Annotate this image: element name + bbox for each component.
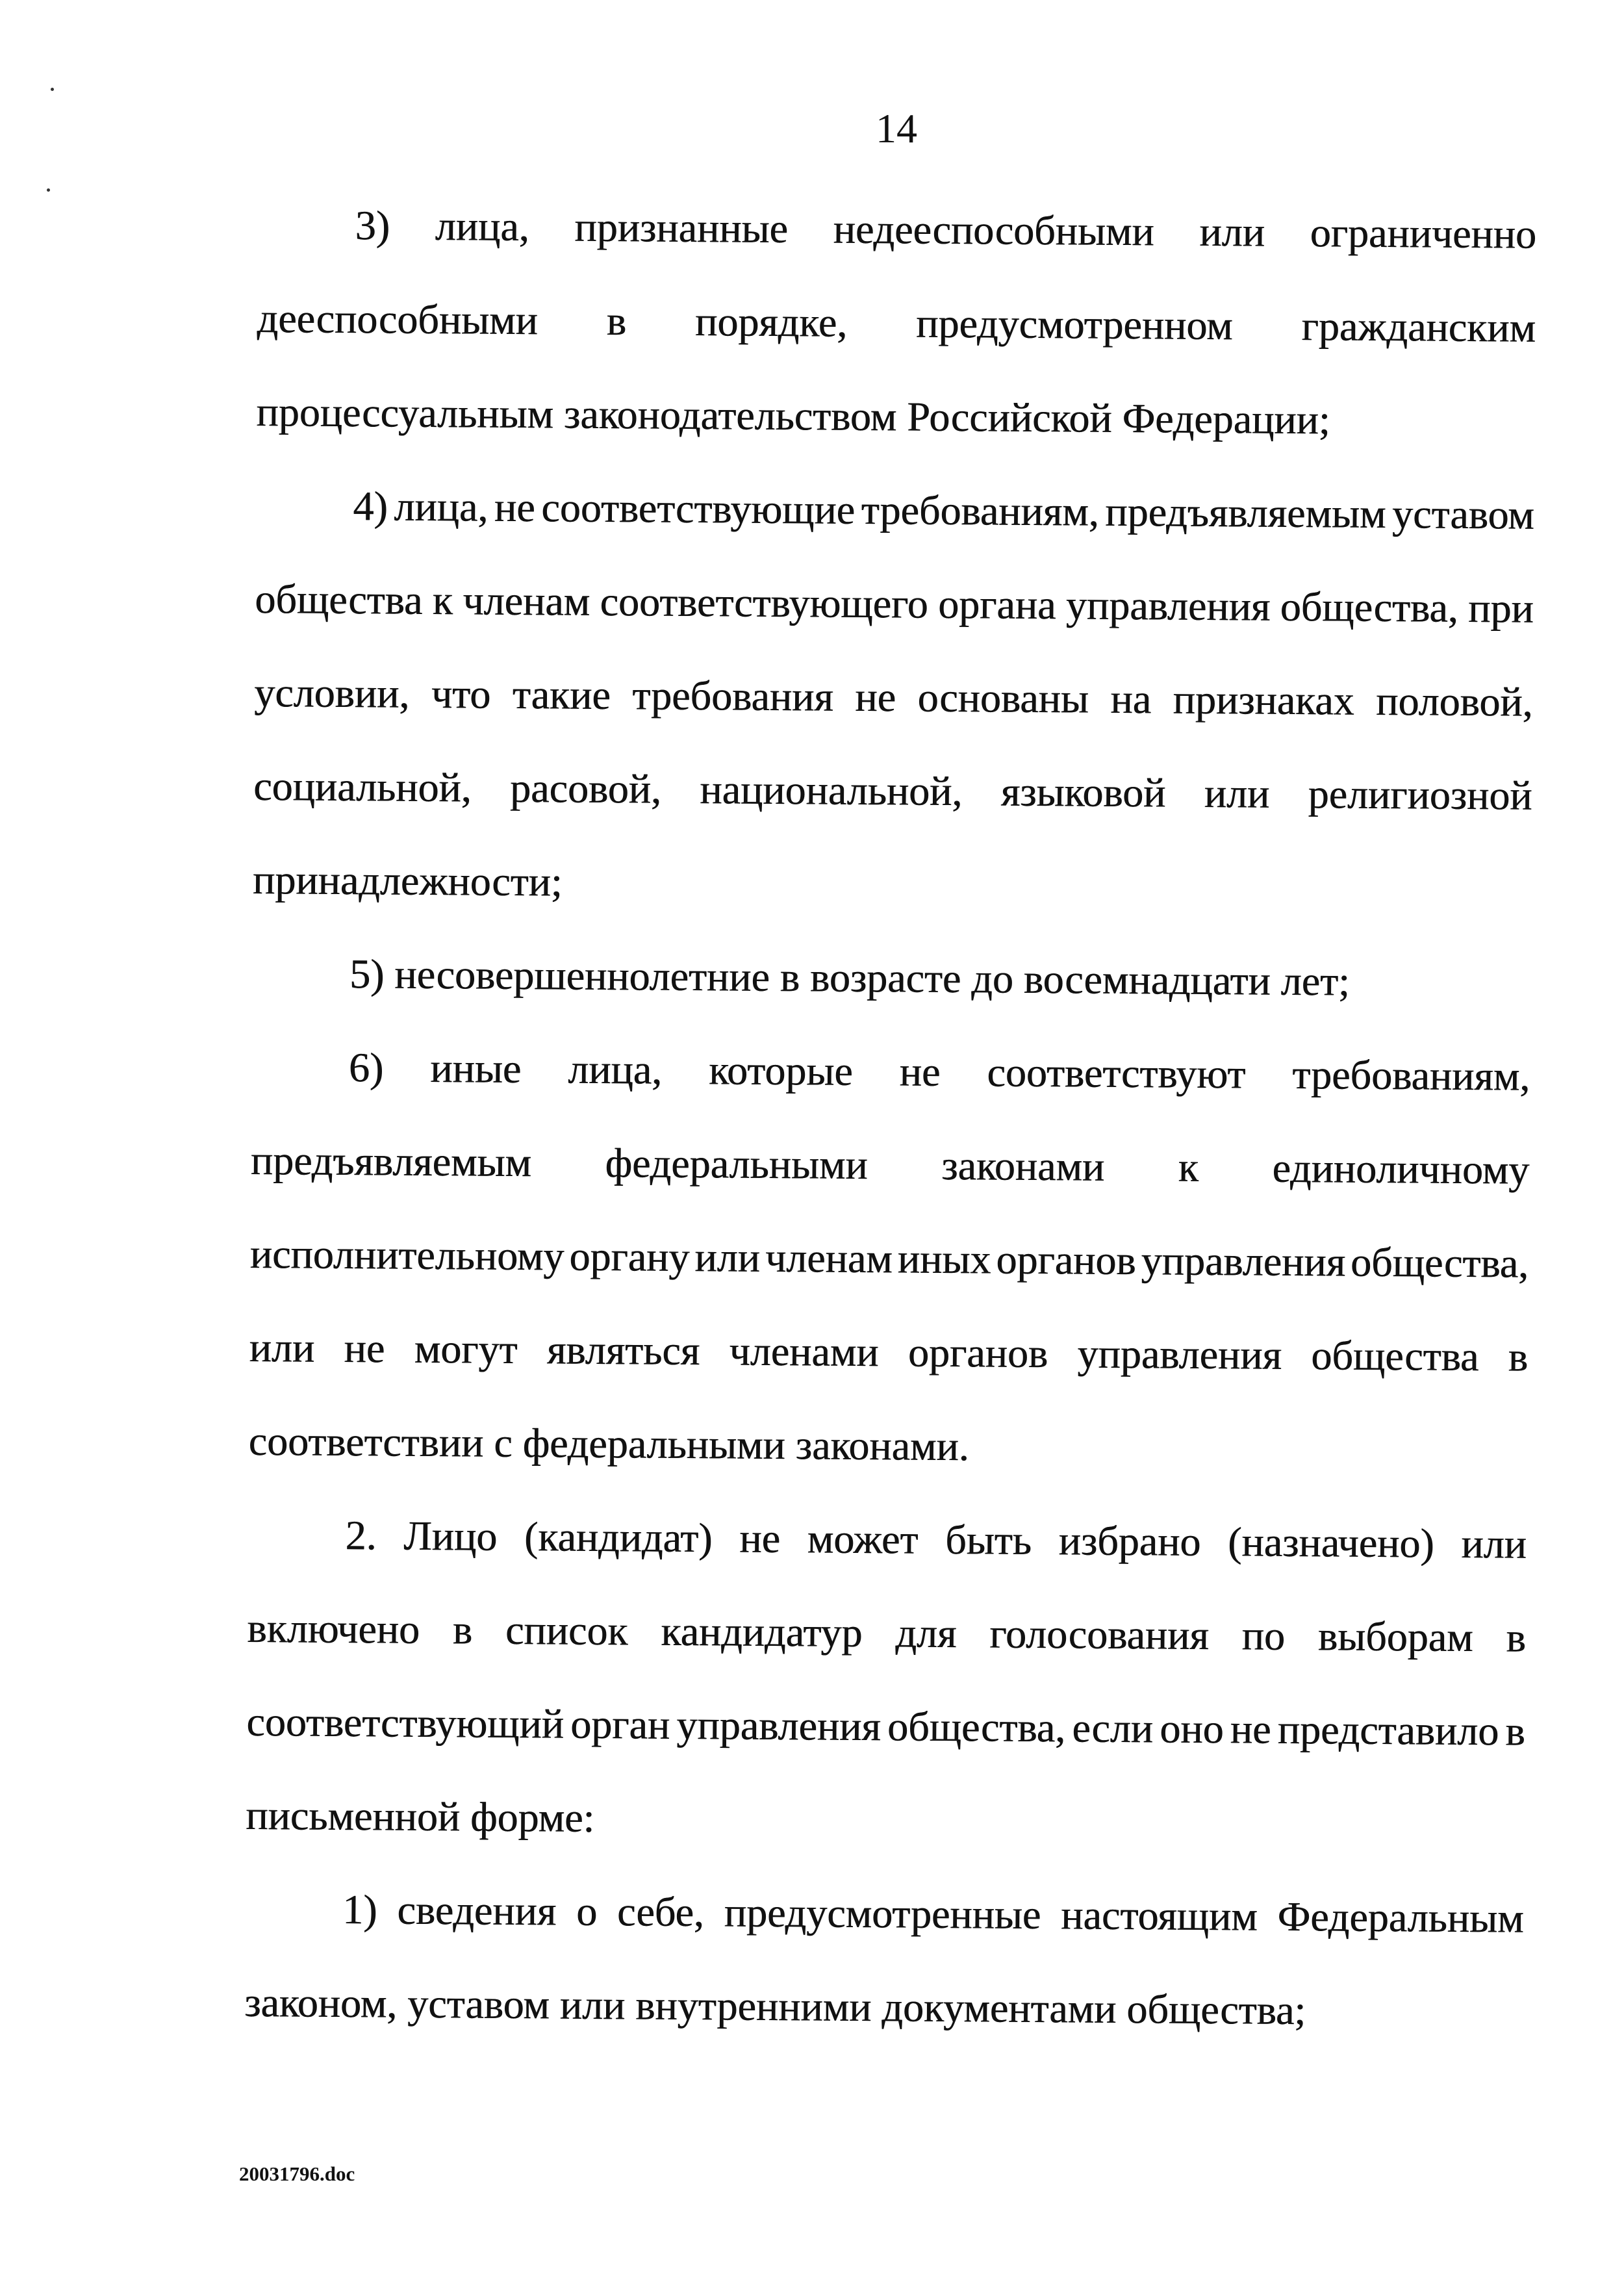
text-line	[253, 756, 1532, 860]
text-line	[246, 1692, 1526, 1795]
text-line-content: письменной форме:	[246, 1791, 595, 1841]
page-number: 14	[876, 105, 917, 151]
file-name-footer: 20031796.doc	[239, 2162, 355, 2185]
text-line	[247, 1598, 1527, 1702]
text-line	[251, 943, 1531, 1047]
text-line	[247, 1505, 1527, 1608]
text-line-content: социальной, расовой, национальной, языковой или религиозной	[253, 762, 1532, 819]
text-line-content: соответствующий орган управления общества, если оно не представило в	[246, 1698, 1525, 1754]
text-line-content: 6) иные лица, которые не соответствуют требованиям,	[348, 1044, 1530, 1099]
text-line-content: 3) лица, признанные недееспособными или ограниченно	[355, 202, 1537, 257]
text-line	[244, 1973, 1523, 2076]
text-line	[249, 1224, 1529, 1327]
text-line	[257, 195, 1537, 298]
text-line-content: процессуальным законодательством Российской Федерации;	[256, 388, 1330, 443]
text-line	[256, 382, 1536, 485]
text-line-content: исполнительному органу или членам иных органов управления общества,	[249, 1230, 1529, 1287]
document-body	[244, 195, 1537, 2076]
text-line-content: предъявляемым федеральными законами к единоличному	[250, 1136, 1530, 1193]
scan-speck	[47, 188, 50, 192]
text-line	[250, 1131, 1530, 1234]
text-line-content: общества к членам соответствующего органа управления общества, при	[255, 575, 1534, 632]
text-line-content: 2. Лицо (кандидат) не может быть избрано (назначено) или	[345, 1512, 1527, 1567]
scan-speck	[51, 88, 54, 91]
text-line-content: принадлежности;	[252, 856, 563, 905]
text-line-content: соответствии с федеральными законами.	[248, 1417, 969, 1470]
text-line-content: включено в список кандидатур для голосования по выборам в	[247, 1604, 1527, 1661]
text-line-content: дееспособными в порядке, предусмотренном гражданским	[257, 294, 1536, 351]
text-line-content: 1) сведения о себе, предусмотренные настоящим Федеральным	[342, 1886, 1524, 1941]
text-line	[244, 1879, 1524, 1982]
text-line-content: или не могут являться членами органов управления общества в	[249, 1324, 1529, 1380]
text-line	[246, 1786, 1525, 1889]
text-line-content: условии, что такие требования не основаны на признаках половой,	[253, 669, 1533, 725]
text-line	[254, 663, 1534, 766]
text-line	[251, 1037, 1530, 1140]
text-line	[255, 476, 1535, 579]
text-line-content: законом, уставом или внутренними документами общества;	[244, 1979, 1306, 2034]
text-line	[248, 1411, 1528, 1515]
text-line	[252, 850, 1532, 953]
text-line-content: 4) лица, не соответствующие требованиям, предъявляемым уставом	[353, 483, 1534, 538]
text-line	[257, 288, 1536, 392]
text-line	[249, 1318, 1529, 1421]
text-line-content: 5) несовершеннолетние в возрасте до восемнадцати лет;	[349, 951, 1351, 1005]
text-line	[255, 569, 1534, 672]
